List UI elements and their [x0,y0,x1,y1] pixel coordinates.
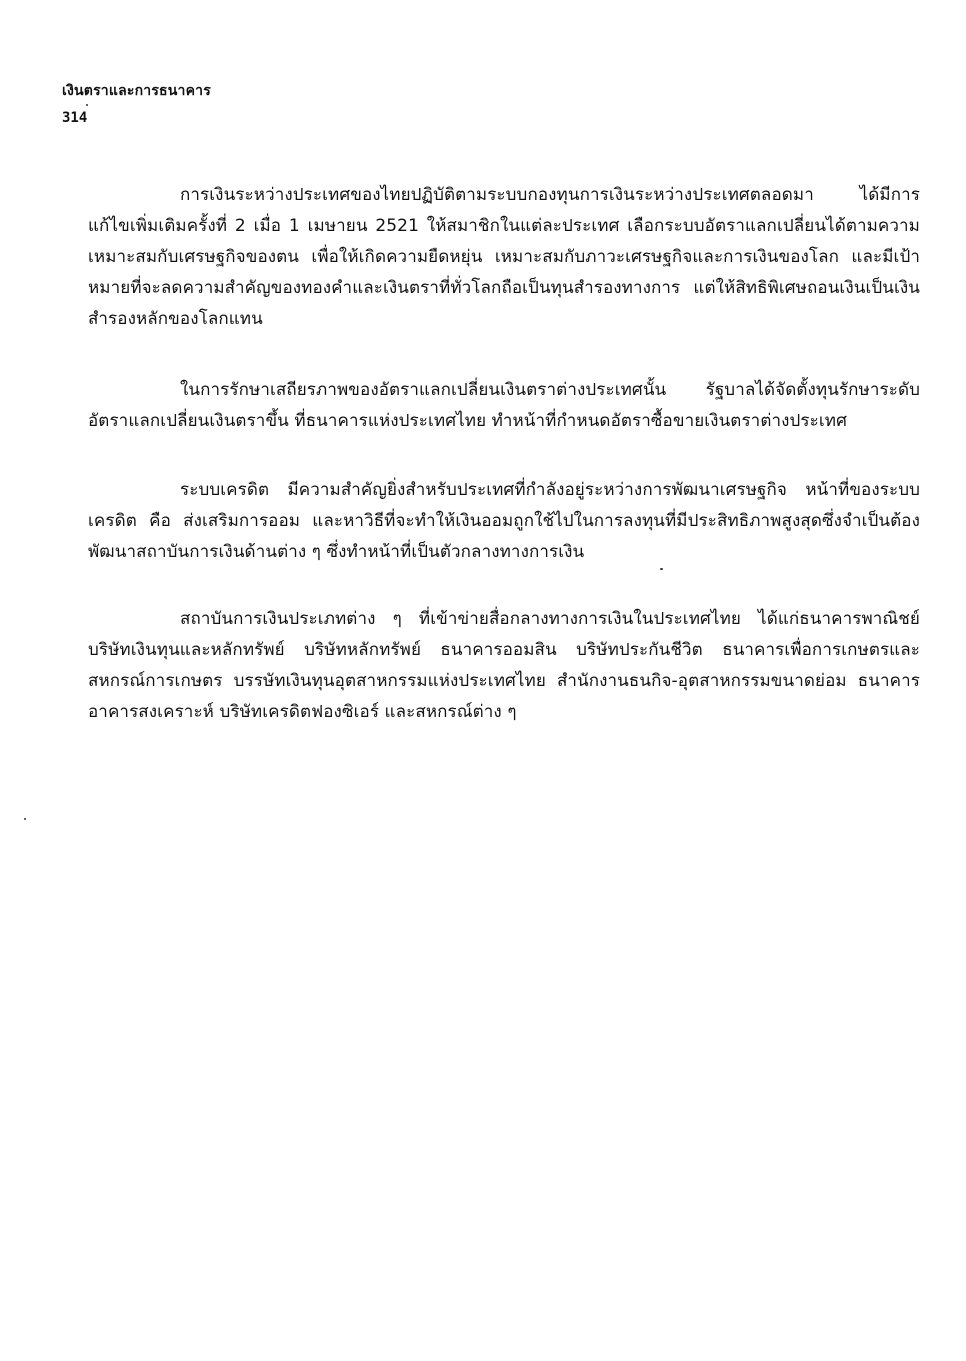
running-head-title: เงินตราและการธนาคาร [62,83,211,99]
scan-speck [660,568,663,570]
scan-speck [24,818,26,820]
body-text [88,180,920,768]
paragraph-exchange-rate-stability: ในการรักษาเสถียรภาพของอัตราแลกเปลี่ยนเงินตราต่างประเทศนั้น รัฐบาลได้จัดตั้งทุนรักษาระดับอัตราแลกเปลี่ยนเงินตราขึ้น ที่ธนาคารแห่งประเทศไทย ทำหน้าที่กำหนดอัตราซื้อขายเงินตราต่างประเทศ [88,380,920,431]
paragraph-financial-institutions: สถาบันการเงินประเภทต่าง ๆ ที่เข้าข่ายสื่อกลางทางการเงินในประเทศไทย ได้แก่ธนาคารพาณิชย์ บริษัทเงินทุนและหลักทรัพย์ บริษัทหลักทรัพย์ ธนาคารออมสิน บริษัทประกันชีวิต ธนาคารเพื่อการเกษตรและสหกรณ์การเกษตร บรรษัทเงินทุนอุตสาหกรรมแห่งประเทศไทย สำนักงานธนกิจ-อุตสาหกรรมขนาดย่อม ธนาคารอาคารสงเคราะห์ บริษัทเครดิตฟองซิเอร์ และสหกรณ์ต่าง ๆ [88,609,920,722]
scan-speck [86,104,88,106]
paragraph-credit-system: ระบบเครดิต มีความสำคัญยิ่งสำหรับประเทศที่กำลังอยู่ระหว่างการพัฒนาเศรษฐกิจ หน้าที่ของระบบเครดิต คือ ส่งเสริมการออม และหาวิธีที่จะทำให้เงินออมถูกใช้ไปในการลงทุนที่มีประสิทธิภาพสูงสุดซึ่งจำเป็นต้องพัฒนาสถาบันการเงินด้านต่าง ๆ ซึ่งทำหน้าที่เป็นตัวกลางทางการเงิน [88,480,920,562]
page-number: 314 [62,110,88,126]
paragraph-international-finance: การเงินระหว่างประเทศของไทยปฏิบัติตามระบบกองทุนการเงินระหว่างประเทศตลอดมา ได้มีการแก้ไขเพิ่มเติมครั้งที่ 2 เมื่อ 1 เมษายน 2521 ให้สมาชิกในแต่ละประเทศ เลือกระบบอัตราแลกเปลี่ยนได้ตามความเหมาะสมกับเศรษฐกิจของตน เพื่อให้เกิดความยืดหยุ่น เหมาะสมกับภาวะเศรษฐกิจและการเงินของโลก และมีเป้าหมายที่จะลดความสำคัญของทองคำและเงินตราที่ทั่วโลกถือเป็นทุนสำรองทางการ แต่ให้สิทธิพิเศษถอนเงินเป็นเงินสำรองหลักของโลกแทน [88,185,920,329]
